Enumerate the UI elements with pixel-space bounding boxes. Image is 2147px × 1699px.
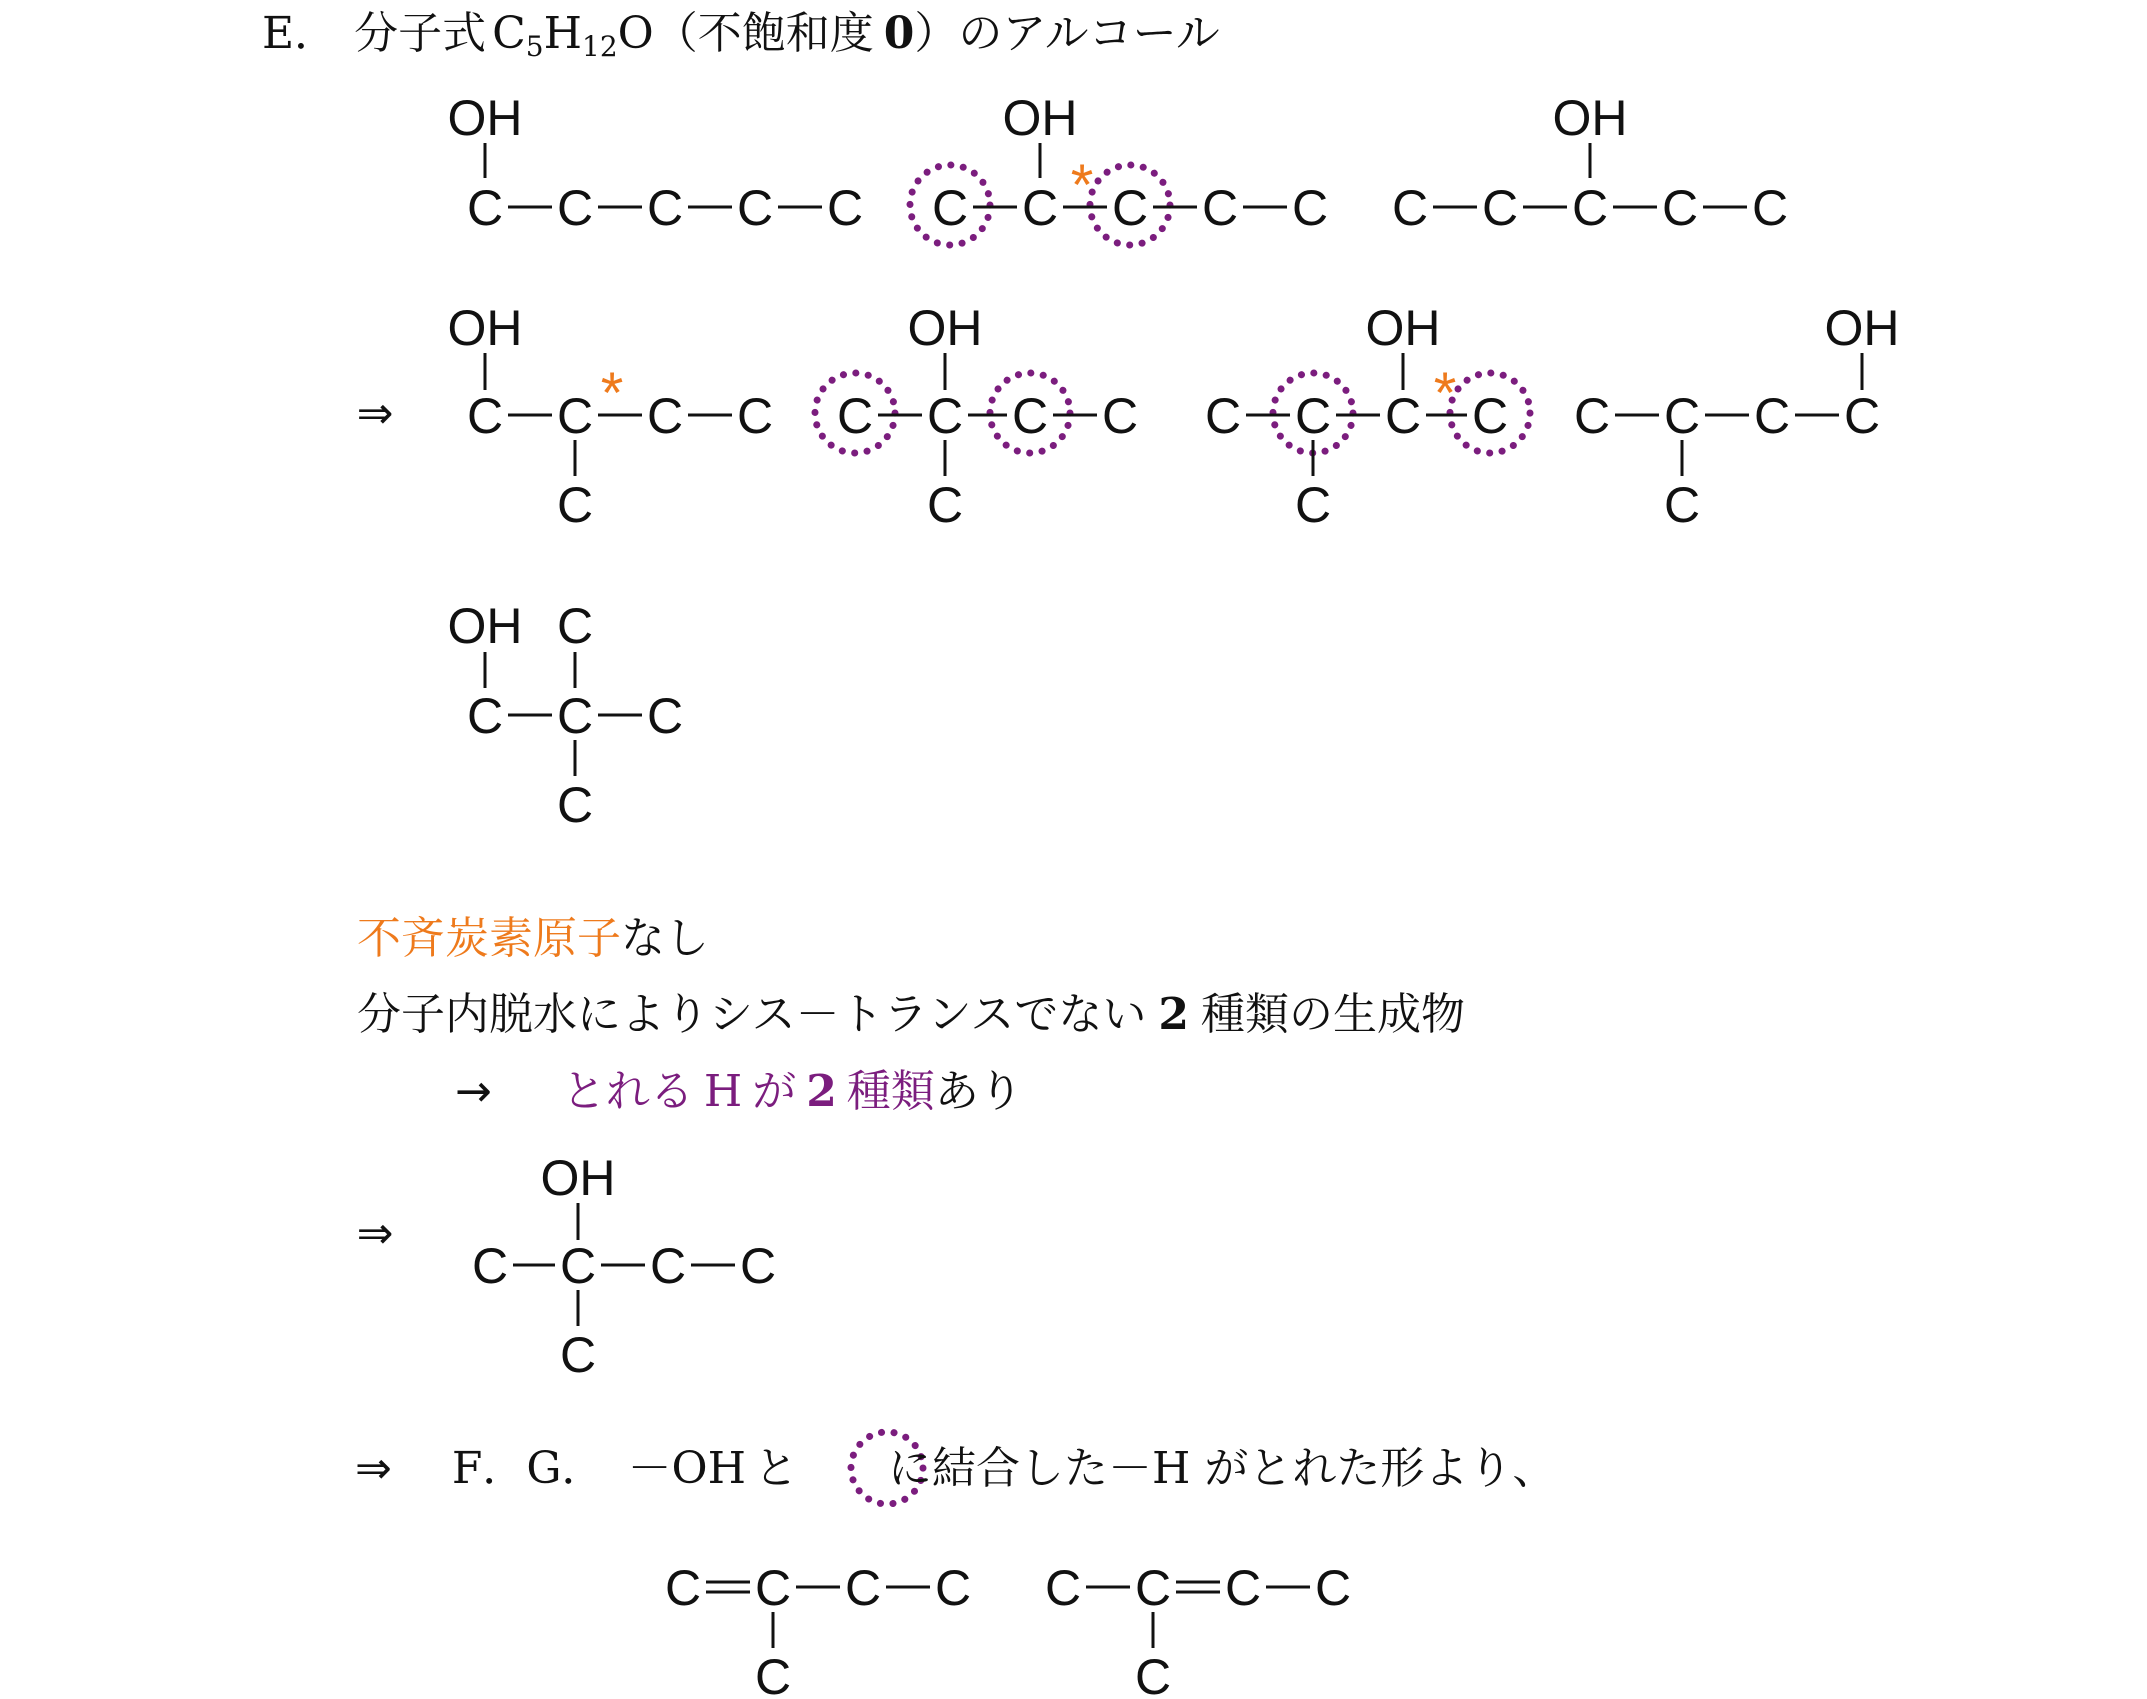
atom-carbon: C	[1101, 388, 1139, 444]
atom-carbon: C	[934, 1560, 972, 1616]
atom-oh: OH	[447, 90, 523, 146]
note-h-tail: あり	[934, 1066, 1023, 1117]
atom-carbon: C	[646, 688, 684, 744]
atom-carbon: C	[1571, 180, 1609, 236]
note-asymmetric-tail: なし	[621, 913, 709, 964]
atom-oh: OH	[1824, 300, 1900, 356]
product-2-methylbut-2-ene	[1045, 1560, 1351, 1699]
formula-o: O	[617, 8, 654, 59]
atom-carbon: C	[1021, 180, 1059, 236]
atom-carbon: C	[736, 180, 774, 236]
atom-carbon: C	[926, 388, 964, 444]
implies-arrow: ⇒	[356, 388, 394, 439]
conclusion-line	[355, 1443, 1557, 1494]
atom-carbon: C	[466, 688, 504, 744]
atom-carbon: C	[1294, 388, 1332, 444]
right-arrow: →	[455, 1066, 492, 1117]
atom-carbon: C	[1843, 388, 1881, 444]
atom-carbon: C	[754, 1560, 792, 1616]
structure-3-methylbutan-1-ol	[1574, 300, 1900, 533]
atom-oh: OH	[447, 300, 523, 356]
structure-pentan-3-ol	[1392, 90, 1788, 236]
structure-2-methylbutan-1-ol	[448, 300, 774, 533]
atom-carbon: C	[466, 388, 504, 444]
atom-carbon: C	[826, 180, 864, 236]
atom-carbon: C	[646, 180, 684, 236]
formula-h: H	[543, 8, 582, 59]
atom-carbon: C	[466, 180, 504, 236]
structure-answer-2-methylbutan-2-ol	[472, 1150, 776, 1383]
conclusion-to: と	[754, 1443, 799, 1494]
atom-carbon: C	[836, 388, 874, 444]
conclusion-minus-oh: －OH	[627, 1443, 747, 1494]
structure-2-methylbutan-2-ol	[815, 300, 1138, 533]
note-dehydration-num: 2	[1158, 989, 1189, 1040]
asymmetric-star: *	[600, 361, 624, 426]
atom-carbon: C	[1471, 388, 1509, 444]
atom-carbon: C	[556, 777, 594, 833]
header-label: E．	[262, 8, 339, 59]
atom-carbon: C	[1314, 1560, 1352, 1616]
note-h-text	[562, 1066, 935, 1117]
atom-carbon: C	[556, 477, 594, 533]
atom-oh: OH	[447, 598, 523, 654]
atom-oh: OH	[540, 1150, 616, 1206]
note-dehydration-text: 分子内脱水によりシス－トランスでない	[357, 989, 1147, 1040]
atom-carbon: C	[664, 1560, 702, 1616]
atom-carbon: C	[556, 598, 594, 654]
atom-carbon: C	[1663, 477, 1701, 533]
atom-carbon: C	[1291, 180, 1329, 236]
atom-carbon: C	[1751, 180, 1789, 236]
atom-oh: OH	[1552, 90, 1628, 146]
atom-carbon: C	[1201, 180, 1239, 236]
formula-c-sub: 5	[525, 30, 544, 63]
product-2-methylbut-1-ene	[665, 1560, 971, 1699]
atom-carbon: C	[1044, 1560, 1082, 1616]
implies-arrow: ⇒	[355, 1443, 392, 1494]
atom-carbon: C	[844, 1560, 882, 1616]
structure-2-2-dimethylpropan-1-ol	[448, 598, 684, 833]
formula-c: C	[492, 8, 526, 59]
atom-carbon: C	[736, 388, 774, 444]
atom-carbon: C	[1573, 388, 1611, 444]
header-text-b: （不飽和度	[653, 8, 874, 59]
atom-carbon: C	[1204, 388, 1242, 444]
atom-carbon: C	[739, 1238, 777, 1294]
header-text-d: ）のアルコール	[914, 8, 1220, 59]
asymmetric-star: *	[1433, 361, 1457, 426]
atom-carbon: C	[471, 1238, 509, 1294]
note-dehydration	[357, 989, 1465, 1040]
atom-carbon: C	[646, 388, 684, 444]
formula-h-sub: 12	[582, 30, 618, 63]
header-text-c: 0	[883, 8, 915, 59]
atom-oh: OH	[1365, 300, 1441, 356]
atom-oh: OH	[1002, 90, 1078, 146]
atom-carbon: C	[931, 180, 969, 236]
atom-carbon: C	[559, 1238, 597, 1294]
note-dehydration-tail: 種類の生成物	[1200, 989, 1465, 1040]
implies-arrow: ⇒	[356, 1208, 394, 1259]
atom-carbon: C	[556, 388, 594, 444]
atom-carbon: C	[556, 180, 594, 236]
atom-carbon: C	[649, 1238, 687, 1294]
conclusion-label: F．G．	[451, 1443, 606, 1494]
atom-carbon: C	[926, 477, 964, 533]
structure-pentan-2-ol	[910, 90, 1328, 245]
atom-carbon: C	[559, 1327, 597, 1383]
note-h-e: 種類	[846, 1066, 935, 1117]
atom-carbon: C	[1481, 180, 1519, 236]
atom-carbon: C	[556, 688, 594, 744]
atom-oh: OH	[907, 300, 983, 356]
note-removable-h	[455, 1066, 1023, 1117]
note-h-a: とれる	[561, 1066, 694, 1117]
atom-carbon: C	[754, 1649, 792, 1699]
atom-carbon: C	[1224, 1560, 1262, 1616]
note-h-b: H	[703, 1066, 743, 1117]
atom-carbon: C	[1661, 180, 1699, 236]
atom-carbon: C	[1011, 388, 1049, 444]
note-asymmetric-orange: 不斉炭素原子	[357, 913, 621, 964]
note-asymmetric	[357, 913, 709, 964]
header-text-a: 分子式	[354, 8, 487, 59]
note-h-d: 2	[806, 1066, 837, 1117]
atom-carbon: C	[1134, 1560, 1172, 1616]
atom-carbon: C	[1384, 388, 1422, 444]
conclusion-tail: に結合した－H がとれた形より、	[888, 1443, 1557, 1494]
note-h-c: が	[752, 1066, 797, 1117]
atom-carbon: C	[1391, 180, 1429, 236]
structure-pentan-1-ol	[448, 90, 864, 236]
atom-carbon: C	[1753, 388, 1791, 444]
asymmetric-star: *	[1070, 153, 1094, 218]
structure-3-methylbutan-2-ol	[1205, 300, 1530, 533]
atom-carbon: C	[1111, 180, 1149, 236]
atom-carbon: C	[1294, 477, 1332, 533]
atom-carbon: C	[1134, 1649, 1172, 1699]
atom-carbon: C	[1663, 388, 1701, 444]
